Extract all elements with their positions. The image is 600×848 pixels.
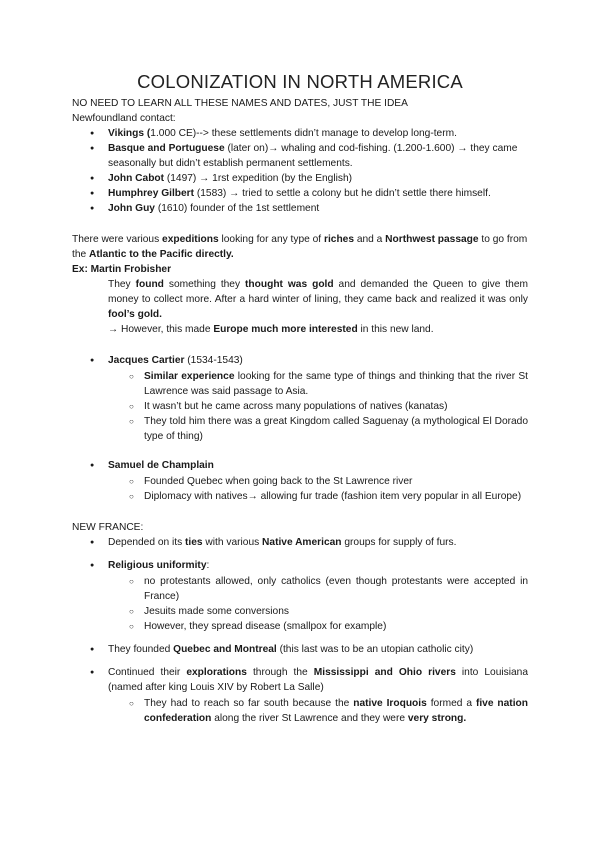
new-france-list	[72, 535, 528, 726]
list-item: ● Depended on its ties with various Native American groups for supply of furs.	[72, 535, 528, 550]
sub-list-item: ○ They had to reach so far south because the native Iroquois formed a five nation confederation along the river St Lawrence and they were very strong.	[72, 696, 528, 726]
expeditions-paragraph: There were various expeditions looking for any type of riches and a Northwest passage to go from the Atlantic to the Pacific directly.	[72, 234, 528, 260]
frobisher-conclusion: → However, this made Europe much more interested in this new land.	[108, 324, 434, 335]
list-item-champlain: ● Samuel de Champlain ○ Founded Quebec when going back to the St Lawrence river ○ Diplomacy with natives→ allowing fur trade (fashion item very popular in all Europe)	[72, 458, 528, 504]
page-title: COLONIZATION IN NORTH AMERICA	[137, 71, 463, 92]
explorations-sublist	[108, 696, 528, 726]
list-item: ● Continued their explorations through the Mississippi and Ohio rivers into Louisiana (named after king Louis XIV by Robert La Salle) ○ They had to reach so far south because the native Iroquois formed a five nation confederation along the river St Lawrence and they were very strong.	[72, 665, 528, 726]
cartier-list	[72, 353, 528, 444]
sub-list-item: ○ Founded Quebec when going back to the St Lawrence river	[72, 474, 528, 489]
religion-sublist	[108, 574, 528, 634]
sub-list-item: ○ It wasn’t but he came across many populations of natives (kanatas)	[72, 399, 528, 414]
newfoundland-list	[72, 126, 528, 216]
sub-list-item: ○ Jesuits made some conversions	[72, 604, 528, 619]
list-item: ● Humphrey Gilbert (1583) → tried to settle a colony but he didn’t settle there himself.	[72, 186, 528, 201]
sub-list-item: ○ They told him there was a great Kingdom called Saguenay (a mythological El Dorado type of thing)	[72, 414, 528, 444]
frobisher-paragraph: They found something they thought was gold and demanded the Queen to give them money to collect more. After a hard winter of lining, they came back and realized it was only fool’s gold.	[108, 279, 528, 320]
list-item: ● Religious uniformity: ○ no protestants allowed, only catholics (even though protestants were accepted in France) ○ Jesuits made some conversions ○ However, they spread disease (smallpox for example)	[72, 558, 528, 634]
list-item: ● They founded Quebec and Montreal (this last was to be an utopian catholic city)	[72, 642, 528, 657]
sub-list-item: ○ no protestants allowed, only catholics (even though protestants were accepted in France)	[72, 574, 528, 604]
new-france-heading: NEW FRANCE:	[72, 522, 144, 533]
champlain-sublist	[108, 474, 528, 504]
sub-list-item: ○ However, they spread disease (smallpox for example)	[72, 619, 528, 634]
document-page	[72, 70, 528, 726]
sub-list-item: ○ Diplomacy with natives→ allowing fur trade (fashion item very popular in all Europe)	[72, 489, 528, 504]
newfoundland-heading: Newfoundland contact:	[72, 113, 176, 124]
frobisher-heading: Ex: Martin Frobisher	[72, 264, 172, 275]
champlain-list	[72, 458, 528, 504]
list-item: ● Basque and Portuguese (later on)→ whaling and cod-fishing. (1.200-1.600) → they came seasonally but didn’t establish permanent settlements.	[72, 141, 528, 171]
cartier-sublist	[108, 369, 528, 444]
list-item: ● John Cabot (1497) → 1rst expedition (by the English)	[72, 171, 528, 186]
intro-note: NO NEED TO LEARN ALL THESE NAMES AND DATES, JUST THE IDEA	[72, 98, 408, 109]
list-item: ● Vikings (1.000 CE)--> these settlements didn’t manage to develop long-term.	[72, 126, 528, 141]
list-item-cartier: ● Jacques Cartier (1534-1543) ○ Similar experience looking for the same type of things and thinking that the river St Lawrence was said passage to Asia. ○ It wasn’t but he came across many populations of natives (kanatas) ○ They told him there was a great Kingdom called Saguenay (a mythological El Dorado type of thing)	[72, 353, 528, 444]
list-item: ● John Guy (1610) founder of the 1st settlement	[72, 201, 528, 216]
sub-list-item: ○ Similar experience looking for the same type of things and thinking that the river St Lawrence was said passage to Asia.	[72, 369, 528, 399]
